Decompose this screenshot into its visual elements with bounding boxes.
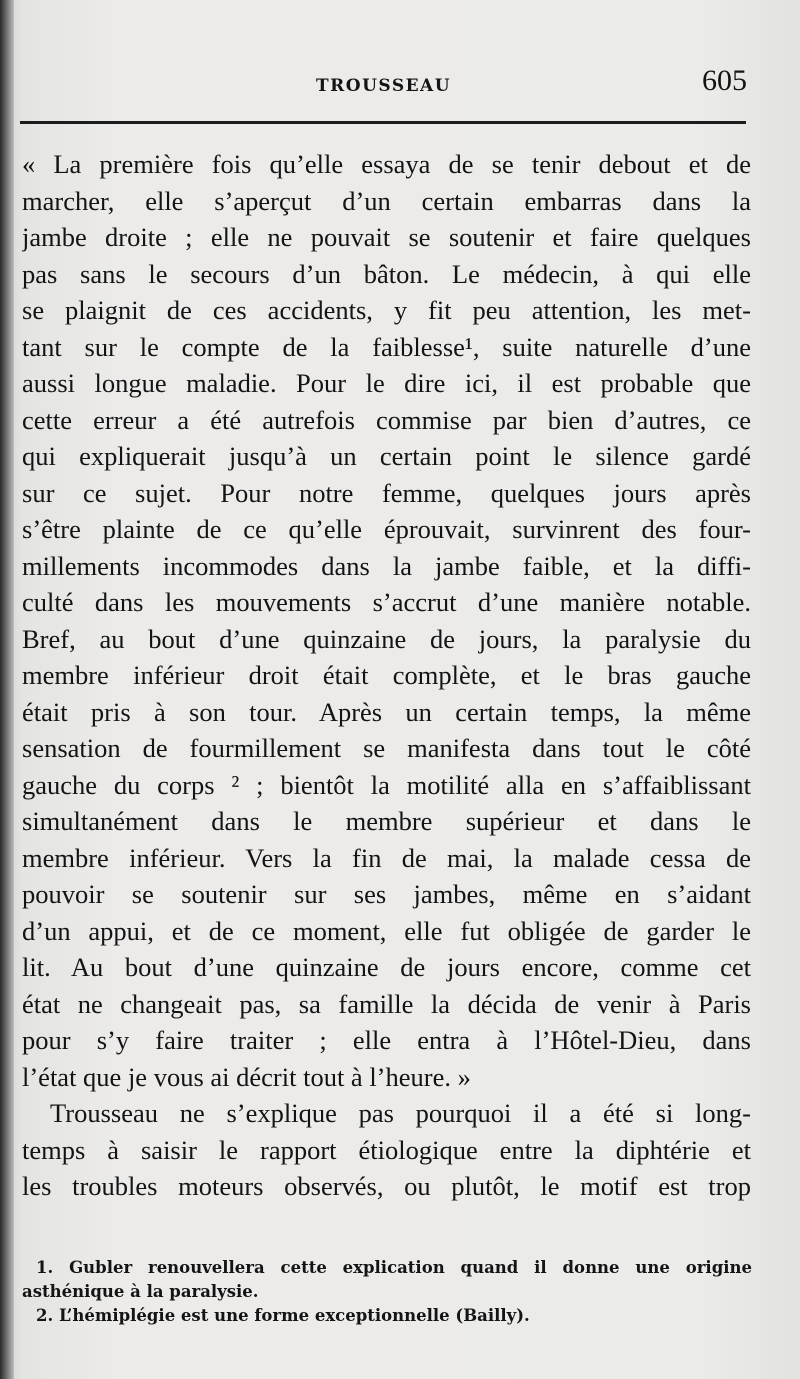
footnote-line: 2. L’hémiplégie est une forme exceptionnelle (Bailly). — [36, 1306, 530, 1325]
text-line: lit. Au bout d’une quinzaine de jours encore, comme cet — [22, 952, 751, 982]
body-text — [22, 146, 751, 1205]
text-line: pouvoir se soutenir sur ses jambes, même en s’aidant — [22, 879, 751, 909]
running-title: TROUSSEAU — [316, 76, 452, 96]
footnotes — [22, 1256, 752, 1328]
text-line: temps à saisir le rapport étiologique entre la diphtérie et — [22, 1134, 751, 1165]
text-line: gauche du corps ² ; bientôt la motilité alla en s’affaiblissant — [22, 769, 751, 800]
running-head — [0, 62, 800, 102]
text-line: membre inférieur. Vers la fin de mai, la malade cessa de — [22, 842, 751, 873]
text-line: cette erreur a été autrefois commise par bien d’autres, ce — [22, 404, 751, 435]
text-line: Bref, au bout d’une quinzaine de jours, la paralysie du — [22, 623, 751, 654]
text-line: sensation de fourmillement se manifesta dans tout le côté — [22, 733, 751, 763]
text-line: culté dans les mouvements s’accrut d’une manière notable. — [22, 587, 751, 617]
header-rule — [20, 121, 746, 124]
text-line: qui expliquerait jusqu’à un certain point le silence gardé — [22, 441, 751, 471]
text-line: simultanément dans le membre supérieur et dans le — [22, 806, 751, 836]
text-line: sur ce sujet. Pour notre femme, quelques jours après — [22, 477, 751, 508]
text-line: pour s’y faire traiter ; elle entra à l’Hôtel-Dieu, dans — [22, 1025, 751, 1055]
footnote-line: asthénique à la paralysie. — [22, 1282, 259, 1301]
text-line: état ne changeait pas, sa famille la décida de venir à Paris — [22, 988, 751, 1019]
text-line: s’être plainte de ce qu’elle éprouvait, survinrent des four- — [22, 514, 751, 544]
text-line: les troubles moteurs observés, ou plutôt, le motif est trop — [22, 1171, 751, 1201]
text-line: était pris à son tour. Après un certain temps, la même — [22, 696, 751, 727]
binding-shadow — [0, 0, 14, 1379]
text-line: l’état que je vous ai décrit tout à l’heure. » — [22, 1061, 471, 1092]
text-line: tant sur le compte de la faiblesse¹, suite naturelle d’une — [22, 331, 751, 362]
text-line: marcher, elle s’aperçut d’un certain embarras dans la — [22, 185, 751, 216]
footnote-line: 1. Gubler renouvellera cette explication quand il donne une origine — [36, 1258, 752, 1277]
text-line: Trousseau ne s’explique pas pourquoi il a été si long- — [50, 1098, 751, 1128]
text-line: d’un appui, et de ce moment, elle fut obligée de garder le — [22, 915, 751, 946]
text-line: membre inférieur droit était complète, et le bras gauche — [22, 660, 751, 690]
text-line: pas sans le secours d’un bâton. Le médecin, à qui elle — [22, 258, 751, 289]
page-number: 605 — [702, 64, 747, 97]
text-line: millements incommodes dans la jambe faible, et la diffi- — [22, 550, 751, 581]
text-line: se plaignit de ces accidents, y fit peu attention, les met- — [22, 295, 751, 325]
text-line: jambe droite ; elle ne pouvait se soutenir et faire quelques — [22, 222, 751, 252]
text-line: « La première fois qu’elle essaya de se tenir debout et de — [22, 149, 751, 179]
text-line: aussi longue maladie. Pour le dire ici, il est probable que — [22, 368, 751, 398]
